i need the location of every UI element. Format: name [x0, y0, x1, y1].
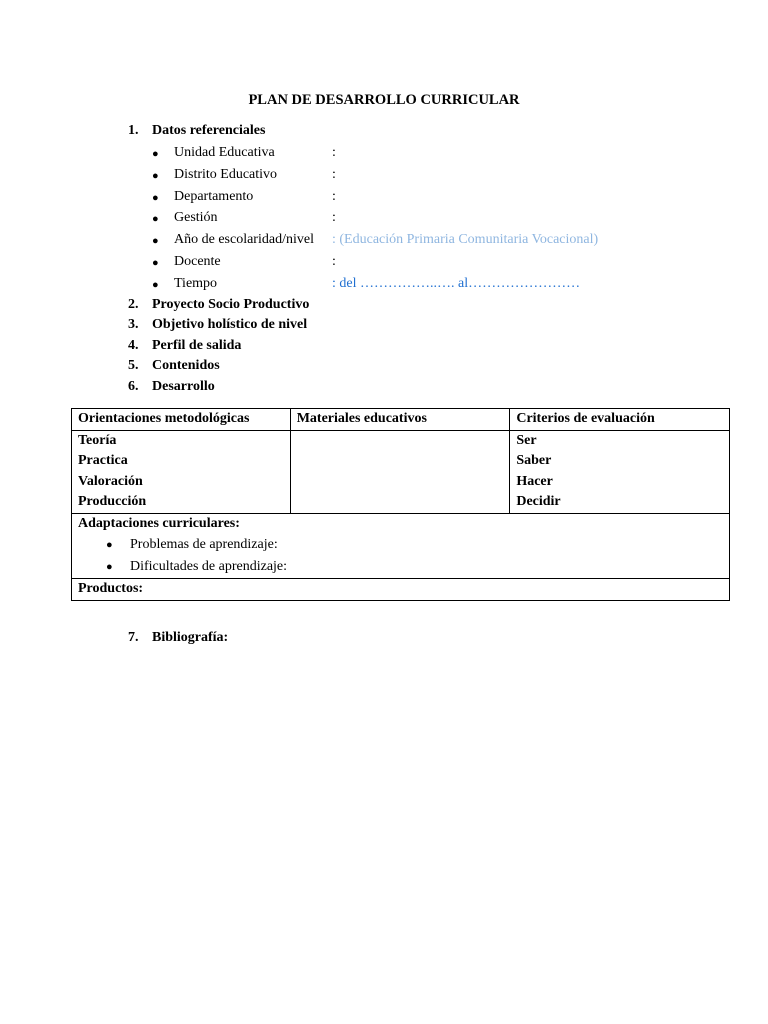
bullet-icon: ● [106, 561, 113, 573]
header-materiales: Materiales educativos [290, 409, 510, 431]
bullet-icon: ● [152, 192, 159, 204]
datos-label: Departamento [174, 189, 254, 204]
table-header-row [72, 409, 730, 431]
orientacion-item: Valoración [78, 473, 143, 489]
bullet-icon: ● [152, 257, 159, 269]
section-number: 4. [128, 338, 139, 353]
datos-value: : [332, 189, 336, 204]
datos-value: : [332, 254, 336, 269]
criterio-item: Ser [516, 432, 537, 448]
datos-label: Tiempo [174, 276, 218, 291]
datos-value: : del ……………..…. al…………………… [332, 276, 581, 291]
section-7 [128, 630, 228, 646]
section-3 [128, 317, 307, 333]
datos-label: Unidad Educativa [174, 145, 275, 160]
adaptacion-item [78, 534, 723, 556]
section-number: 1. [128, 123, 139, 138]
section-5 [128, 358, 220, 374]
desarrollo-table [71, 408, 730, 601]
orientacion-item: Producción [78, 494, 147, 509]
datos-value: : [332, 167, 336, 182]
table-row-productos [72, 579, 730, 601]
section-label: Perfil de salida [152, 338, 242, 353]
section-number: 2. [128, 297, 139, 312]
adaptaciones-cell [72, 513, 730, 579]
adaptacion-label: Dificultades de aprendizaje: [130, 559, 288, 574]
section-number: 6. [128, 379, 139, 394]
section-6 [128, 379, 215, 395]
criterios-cell [510, 430, 730, 513]
bullet-icon: ● [152, 148, 159, 160]
section-number: 3. [128, 317, 139, 332]
bullet-icon: ● [152, 279, 159, 291]
section-number: 5. [128, 358, 139, 373]
bullet-icon: ● [152, 213, 159, 225]
datos-label: Docente [174, 254, 221, 269]
criterio-item: Saber [516, 453, 552, 468]
header-criterios: Criterios de evaluación [510, 409, 730, 431]
datos-label: Distrito Educativo [174, 167, 278, 182]
criterio-item: Hacer [516, 473, 553, 489]
bullet-icon: ● [152, 235, 159, 247]
orientacion-item: Practica [78, 453, 128, 468]
datos-value: : [332, 145, 336, 160]
table-row [72, 430, 730, 513]
adaptacion-item [78, 556, 723, 578]
section-label: Contenidos [152, 358, 220, 373]
section-2 [128, 297, 309, 313]
orientaciones-cell [72, 430, 291, 513]
header-orientaciones: Orientaciones metodológicas [72, 409, 291, 431]
datos-label: Gestión [174, 210, 218, 225]
section-label: Bibliografía: [152, 630, 229, 645]
section-1 [128, 123, 265, 139]
section-label: Desarrollo [152, 379, 215, 394]
adaptacion-label: Problemas de aprendizaje: [130, 537, 278, 552]
section-label: Datos referenciales [152, 123, 266, 138]
section-4 [128, 338, 241, 354]
productos-cell: Productos: [72, 579, 730, 601]
section-label: Proyecto Socio Productivo [152, 297, 310, 312]
section-label: Objetivo holístico de nivel [152, 317, 308, 332]
table-row-adaptaciones [72, 513, 730, 579]
datos-label: Año de escolaridad/nivel [174, 232, 314, 247]
criterio-item: Decidir [516, 494, 561, 509]
bullet-icon: ● [106, 539, 113, 551]
bullet-icon: ● [152, 170, 159, 182]
datos-value: : [332, 210, 336, 225]
adaptaciones-label: Adaptaciones curriculares: [78, 515, 240, 531]
orientacion-item: Teoría [78, 432, 117, 448]
document-title: PLAN DE DESARROLLO CURRICULAR [248, 92, 520, 108]
section-number: 7. [128, 630, 139, 645]
datos-value: : (Educación Primaria Comunitaria Vocacional) [332, 232, 599, 247]
materiales-cell [290, 430, 510, 513]
